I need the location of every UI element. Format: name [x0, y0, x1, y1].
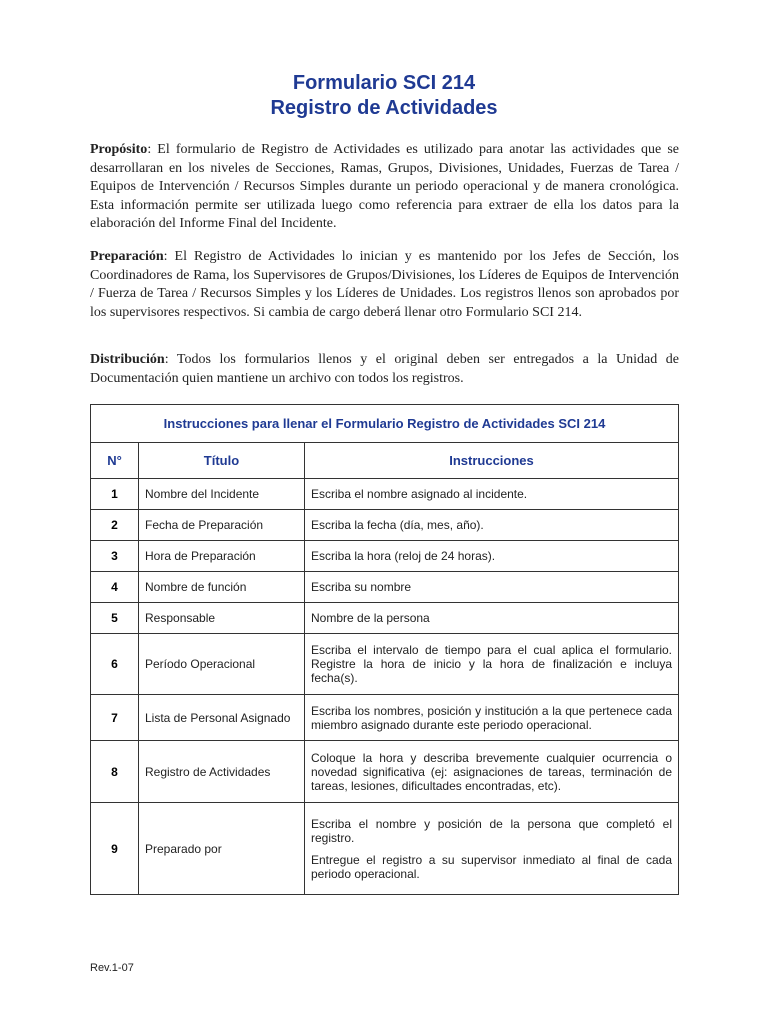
row-instructions	[305, 803, 679, 895]
row-number: 4	[91, 572, 139, 603]
purpose-text: : El formulario de Registro de Actividades es utilizado para anotar las actividades que se desarrollaran en los niveles de Secciones, Ramas, Grupos, Divisiones, Unidades, Fuerzas de Tarea / Equipos de Intervención / Recursos Simples durante un periodo operacional y de manera cronológica. Esta información permite ser utilizada luego como referencia para extraer de ella los datos para la elaboración del Informe Final del Incidente.	[90, 142, 679, 231]
table-row	[91, 541, 679, 572]
row-instructions: Nombre de la persona	[305, 603, 679, 634]
row-title: Preparado por	[139, 803, 305, 895]
table-row	[91, 634, 679, 695]
preparation-paragraph	[90, 248, 679, 322]
row-number: 2	[91, 510, 139, 541]
row-title: Fecha de Preparación	[139, 510, 305, 541]
row-title: Registro de Actividades	[139, 741, 305, 803]
distribution-text: : Todos los formularios llenos y el original deben ser entregados a la Unidad de Documentación quien mantiene un archivo con todos los registros.	[90, 352, 679, 386]
row-title: Nombre del Incidente	[139, 479, 305, 510]
row-number: 5	[91, 603, 139, 634]
table-row	[91, 695, 679, 741]
row-title: Período Operacional	[139, 634, 305, 695]
row-title: Nombre de función	[139, 572, 305, 603]
row-number: 9	[91, 803, 139, 895]
row-instructions: Escriba los nombres, posición y institución a la que pertenece cada miembro asignado durante este periodo operacional.	[305, 695, 679, 741]
document-subtitle: Registro de Actividades	[270, 97, 498, 119]
revision-label: Rev.1-07	[90, 962, 134, 974]
distribution-paragraph	[90, 351, 679, 388]
row-instructions: Escriba la fecha (día, mes, año).	[305, 510, 679, 541]
table-row	[91, 603, 679, 634]
table-row	[91, 479, 679, 510]
row-instructions: Escriba su nombre	[305, 572, 679, 603]
row-instructions: Escriba el intervalo de tiempo para el cual aplica el formulario. Registre la hora de inicio y la hora de finalización e incluya fecha(s).	[305, 634, 679, 695]
table-title: Instrucciones para llenar el Formulario Registro de Actividades SCI 214	[91, 405, 679, 443]
row-title: Hora de Preparación	[139, 541, 305, 572]
row-instructions: Escriba el nombre asignado al incidente.	[305, 479, 679, 510]
header-number: N°	[91, 443, 139, 479]
preparation-label: Preparación	[90, 249, 164, 264]
table-row	[91, 572, 679, 603]
purpose-paragraph	[90, 141, 679, 234]
instructions-table	[90, 404, 679, 895]
row-instructions: Escriba la hora (reloj de 24 horas).	[305, 541, 679, 572]
table-row	[91, 803, 679, 895]
header-title: Título	[139, 443, 305, 479]
row-title: Responsable	[139, 603, 305, 634]
preparation-text: : El Registro de Actividades lo inician y es mantenido por los Jefes de Sección, los Coordinadores de Rama, los Supervisores de Grupos/Divisiones, los Líderes de Equipos de Intervención / Fuerza de Tarea / Recursos Simples y los Líderes de Unidades. Los registros llenos son aprobados por los supervisores respectivos. Si cambia de cargo deberá llenar otro Formulario SCI 214.	[90, 249, 679, 320]
row-number: 7	[91, 695, 139, 741]
row-number: 3	[91, 541, 139, 572]
purpose-label: Propósito	[90, 142, 148, 157]
row-number: 6	[91, 634, 139, 695]
row-number: 1	[91, 479, 139, 510]
row-instructions-part2: Entregue el registro a su supervisor inmediato al final de cada periodo operacional.	[311, 852, 672, 881]
distribution-label: Distribución	[90, 352, 165, 367]
row-title: Lista de Personal Asignado	[139, 695, 305, 741]
table-header-row	[91, 443, 679, 479]
document-title: Formulario SCI 214	[292, 72, 476, 94]
row-instructions-part1: Escriba el nombre y posición de la persona que completó el registro.	[311, 816, 672, 845]
header-instructions: Instrucciones	[305, 443, 679, 479]
row-number: 8	[91, 741, 139, 803]
table-row	[91, 741, 679, 803]
table-row	[91, 510, 679, 541]
row-instructions: Coloque la hora y describa brevemente cualquier ocurrencia o novedad significativa (ej: asignaciones de tareas, terminación de tareas, lesiones, dificultades encontradas, etc).	[305, 741, 679, 803]
